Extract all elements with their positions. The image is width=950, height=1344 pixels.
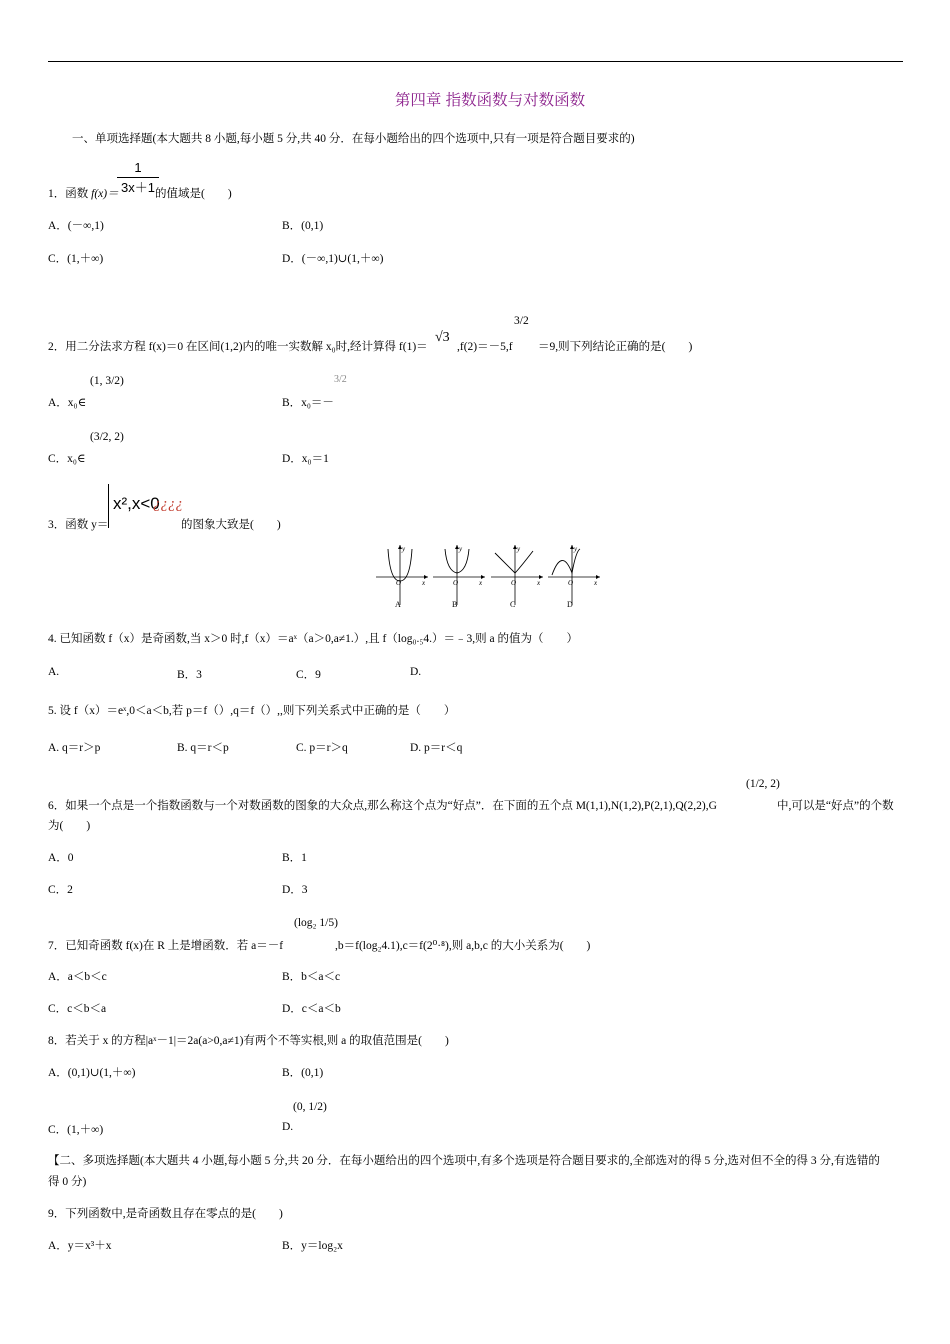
question-8-option-d[interactable]: D. [282, 1121, 294, 1133]
question-1-option-c[interactable]: C．(1,＋∞) [48, 253, 104, 265]
question-2-sqrt: √3 [435, 330, 450, 345]
graph-label-c: C [510, 600, 516, 609]
question-1-option-a[interactable]: A．(－∞,1) [48, 220, 104, 232]
question-2-option-b[interactable]: B．x₀＝－ [282, 397, 334, 409]
question-5-option-c[interactable]: C. p＝r＞q [296, 742, 348, 754]
svg-text:y: y [402, 545, 406, 553]
question-1-fraction: 1 3x＋1 [117, 161, 159, 194]
svg-text:y: y [459, 545, 463, 553]
question-8-option-c[interactable]: C．(1,＋∞) [48, 1124, 104, 1136]
question-1-stem-end: 的值域是( ) [155, 188, 232, 200]
question-6-stem-a: 6．如果一个点是一个指数函数与一个对数函数的图象的大众点,那么称这个点为“好点”．在下面的五个点 M(1,1),N(1,2),P(2,1),Q(2,2),G [48, 800, 717, 812]
question-6-option-b[interactable]: B．1 [282, 852, 307, 864]
question-9-stem: 9．下列函数中,是奇函数且存在零点的是( ) [48, 1208, 283, 1220]
question-8-stem: 8．若关于 x 的方程|aˣ－1|＝2a(a>0,a≠1)有两个不等实根,则 a 的取值范围是( ) [48, 1035, 449, 1047]
question-7-option-a[interactable]: A．a＜b＜c [48, 971, 107, 983]
question-7-option-b[interactable]: B．b＜a＜c [282, 971, 341, 983]
svg-text:O: O [396, 579, 402, 587]
question-1-stem: 1．函数 f(x)＝ [48, 188, 119, 200]
question-5-option-d[interactable]: D. p＝r＜q [410, 742, 463, 754]
question-8-option-b[interactable]: B．(0,1) [282, 1067, 324, 1079]
question-3-graph-d[interactable] [546, 543, 602, 611]
question-2-option-c-interval: (3/2, 2) [90, 431, 124, 443]
question-2-frac: 3/2 [514, 315, 529, 327]
header-rule [48, 61, 903, 62]
svg-text:x: x [479, 579, 483, 587]
question-6-option-a[interactable]: A．0 [48, 852, 74, 864]
question-5-option-b[interactable]: B. q＝r＜p [177, 742, 229, 754]
question-2-option-a[interactable]: A．x₀∈ [48, 397, 87, 409]
graph-label-a: A [395, 600, 401, 609]
question-4-option-a[interactable]: A. [48, 666, 60, 678]
question-8-option-a[interactable]: A．(0,1)∪(1,＋∞) [48, 1067, 136, 1079]
svg-text:x: x [594, 579, 598, 587]
question-3-garbled: ¿¿¿¿ [153, 496, 183, 512]
question-6-point-g: (1/2, 2) [746, 778, 780, 790]
question-2-stem-a: 2．用二分法求方程 f(x)＝0 在区间(1,2)内的唯一实数解 x₀时,经计算得 f(1)＝ [48, 341, 428, 353]
graph-label-b: B [452, 600, 458, 609]
question-6-stem-b: 中,可以是“好点”的个数 [777, 800, 894, 812]
question-2-option-a-interval: (1, 3/2) [90, 375, 124, 387]
question-3-piecewise: x²,x<0 [113, 494, 160, 513]
svg-text:O: O [568, 579, 574, 587]
svg-text:y: y [517, 545, 521, 553]
question-3-graph-b[interactable] [431, 543, 487, 611]
question-6-option-c[interactable]: C．2 [48, 884, 73, 896]
question-7-option-c[interactable]: C．c＜b＜a [48, 1003, 107, 1015]
question-8-option-d-interval: (0, 1/2) [293, 1101, 327, 1113]
question-2-stem-c: ＝9,则下列结论正确的是( ) [538, 341, 693, 353]
question-7-stem-b: ,b＝f(log₂4.1),c＝f(2⁰·⁸),则 a,b,c 的大小关系为( ) [335, 940, 591, 952]
question-5-option-a[interactable]: A. q＝r＞p [48, 742, 101, 754]
question-2-option-b-frac: 3/2 [334, 374, 347, 385]
question-9-option-a[interactable]: A．y＝x³＋x [48, 1240, 112, 1252]
question-3-stem: 3．函数 y＝ [48, 519, 109, 531]
question-7-stem-a: 7．已知奇函数 f(x)在 R 上是增函数．若 a＝－f [48, 940, 284, 952]
question-4-option-d[interactable]: D. [410, 666, 422, 678]
question-2-option-c[interactable]: C．x₀∈ [48, 453, 86, 465]
section-heading-multi-choice-cont: 得 0 分) [48, 1176, 87, 1188]
question-1-option-b[interactable]: B．(0,1) [282, 220, 324, 232]
question-5-stem: 5. 设 f（x）＝eˣ,0＜a＜b,若 p＝f（）,q＝f（）,,则下列关系式中正确的是（ ） [48, 705, 456, 717]
question-3-stem-end: 的图象大致是( ) [181, 519, 281, 531]
question-4-stem: 4. 已知函数 f（x）是奇函数,当 x＞0 时,f（x）＝aˣ（a＞0,a≠1.）,且 f（log₀.₅4.）＝﹣3,则 a 的值为（ ） [48, 633, 579, 645]
section-heading-multi-choice: 【二、多项选择题(本大题共 4 小题,每小题 5 分,共 20 分．在每小题给出的四个选项中,有多个选项是符合题目要求的,全部选对的得 5 分,选对但不全的得 3 分,有选错的 [48, 1155, 880, 1167]
svg-text:O: O [453, 579, 459, 587]
question-6-stem-c: 为( ) [48, 820, 91, 832]
chapter-title: 第四章 指数函数与对数函数 [394, 92, 586, 109]
svg-text:y: y [574, 545, 578, 553]
question-2-stem-b: ,f(2)＝－5,f [457, 341, 513, 353]
question-3-brace [108, 484, 109, 528]
svg-text:x: x [537, 579, 541, 587]
question-2-option-d[interactable]: D．x₀＝1 [282, 453, 329, 465]
question-3-graph-c[interactable] [489, 543, 545, 611]
svg-text:x: x [422, 579, 426, 587]
question-9-option-b[interactable]: B．y＝log₂x [282, 1240, 343, 1252]
section-heading-single-choice: 一、单项选择题(本大题共 8 小题,每小题 5 分,共 40 分．在每小题给出的四个选项中,只有一项是符合题目要求的) [72, 133, 635, 145]
graph-label-d: D [567, 600, 573, 609]
svg-text:O: O [511, 579, 517, 587]
question-6-option-d[interactable]: D．3 [282, 884, 308, 896]
question-3-graph-a[interactable] [374, 543, 430, 611]
question-1-option-d[interactable]: D．(－∞,1)∪(1,＋∞) [282, 253, 384, 265]
question-7-log: (log₂ 1/5) [294, 917, 338, 929]
question-7-option-d[interactable]: D．c＜a＜b [282, 1003, 341, 1015]
question-4-option-b[interactable]: B．3 [177, 669, 202, 681]
question-4-option-c[interactable]: C．9 [296, 669, 321, 681]
